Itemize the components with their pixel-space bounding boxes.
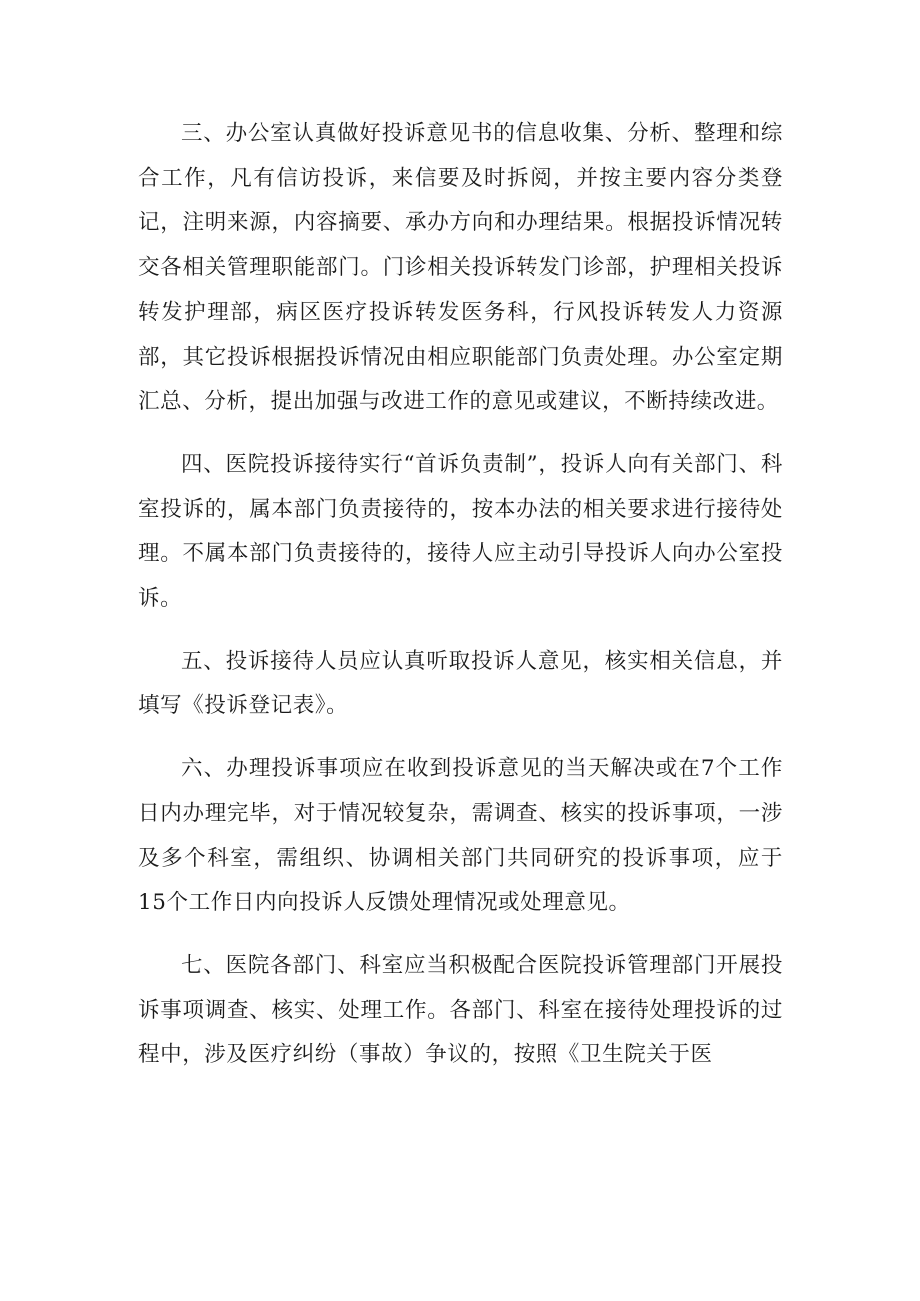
paragraph-seven: 七、医院各部门、科室应当积极配合医院投诉管理部门开展投诉事项调查、核实、处理工作。各部门、科室在接待处理投诉的过程中，涉及医疗纠纷（事故）争议的，按照《卫生院关于医 xyxy=(138,952,783,1068)
document-body xyxy=(138,112,783,1096)
paragraph-five: 五、投诉接待人员应认真听取投诉人意见，核实相关信息，并填写《投诉登记表》。 xyxy=(138,648,783,719)
paragraph-six: 六、办理投诉事项应在收到投诉意见的当天解决或在7个工作日内办理完毕，对于情况较复杂，需调查、核实的投诉事项，一涉及多个科室，需组织、协调相关部门共同研究的投诉事项，应于15个工作日内向投诉人反馈处理情况或处理意见。 xyxy=(138,756,783,916)
paragraph-three: 三、办公室认真做好投诉意见书的信息收集、分析、整理和综合工作，凡有信访投诉，来信要及时拆阅，并按主要内容分类登记，注明来源，内容摘要、承办方向和办理结果。根据投诉情况转交各相关管理职能部门。门诊相关投诉转发门诊部，护理相关投诉转发护理部，病区医疗投诉转发医务科，行风投诉转发人力资源部，其它投诉根据投诉情况由相应职能部门负责处理。办公室定期汇总、分析，提出加强与改进工作的意见或建议，不断持续改进。 xyxy=(138,121,783,415)
paragraph-four: 四、医院投诉接待实行“首诉负责制”，投诉人向有关部门、科室投诉的，属本部门负责接待的，按本办法的相关要求进行接待处理。不属本部门负责接待的，接待人应主动引导投诉人向办公室投诉。 xyxy=(138,451,783,612)
